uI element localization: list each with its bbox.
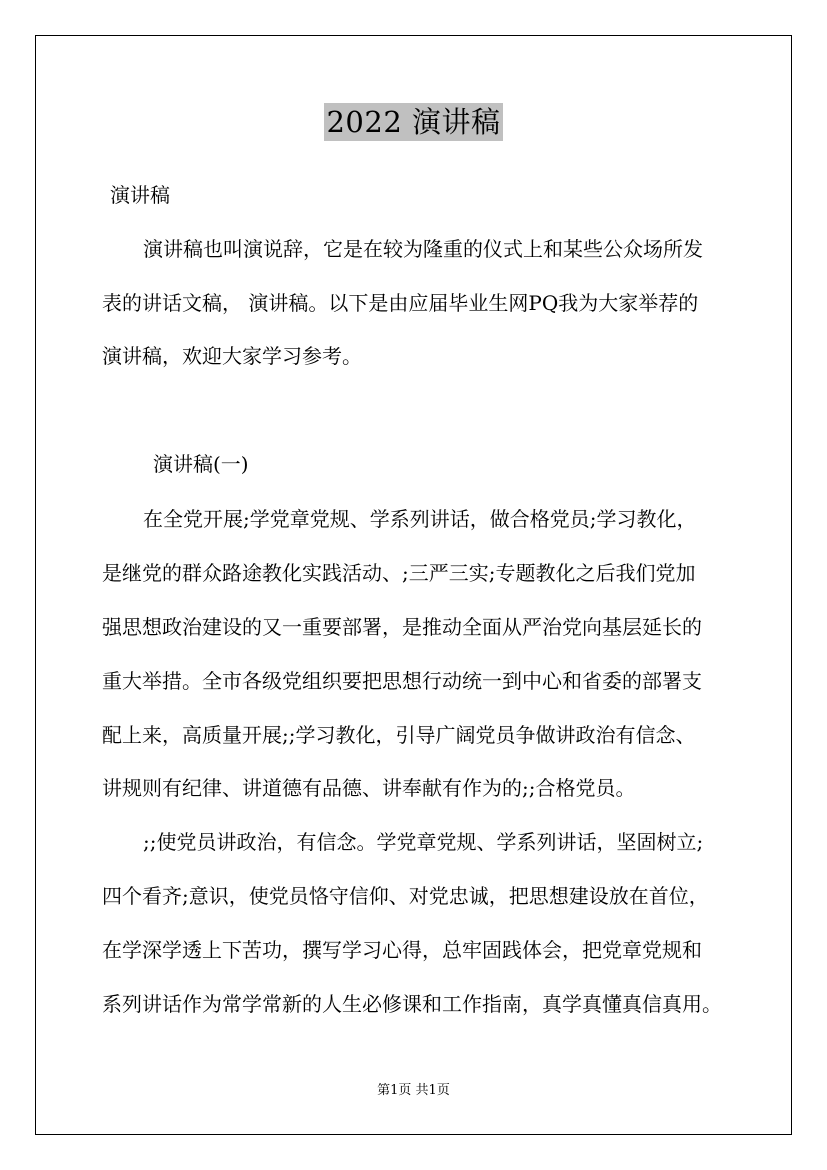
- page-number: 第1页 共1页: [377, 1083, 450, 1098]
- paragraph-line: 是继党的群众路途教化实践活动、;三严三实;专题教化之后我们党加: [102, 561, 696, 585]
- intro-line: 表的讲话文稿， 演讲稿。以下是由应届毕业生网PQ我为大家举荐的: [102, 291, 699, 315]
- paragraph-line: 配上来，高质量开展;;学习教化，引导广阔党员争做讲政治有信念、: [102, 723, 696, 747]
- paragraph-line: 在全党开展;学党章党规、学系列讲话，做合格党员;学习教化，: [143, 507, 697, 531]
- paragraph-line: 强思想政治建设的又一重要部署，是推动全面从严治党向基层延长的: [102, 615, 702, 639]
- subtitle: 演讲稿: [110, 183, 170, 207]
- document-title: 2022 演讲稿: [326, 105, 501, 139]
- paragraph-line: 在学深学透上下苦功，撰写学习心得，总牢固践体会，把党章党规和: [102, 938, 702, 962]
- intro-line: 演讲稿也叫演说辞，它是在较为隆重的仪式上和某些公众场所发: [143, 237, 703, 261]
- paragraph-line: 四个看齐;意识，使党员恪守信仰、对党忠诚，把思想建设放在首位，: [102, 884, 709, 908]
- paragraph-line: 系列讲话作为常学常新的人生必修课和工作指南，真学真懂真信真用。: [102, 992, 722, 1016]
- section-heading: 演讲稿(一): [153, 452, 249, 476]
- intro-line: 演讲稿，欢迎大家学习参考。: [102, 344, 362, 368]
- paragraph-line: ;;使党员讲政治，有信念。学党章党规、学系列讲话，坚固树立;: [143, 830, 704, 854]
- paragraph-line: 讲规则有纪律、讲道德有品德、讲奉献有作为的;;合格党员。: [102, 776, 636, 800]
- title-container: [0, 103, 827, 141]
- paragraph-line: 重大举措。全市各级党组织要把思想行动统一到中心和省委的部署支: [102, 669, 702, 693]
